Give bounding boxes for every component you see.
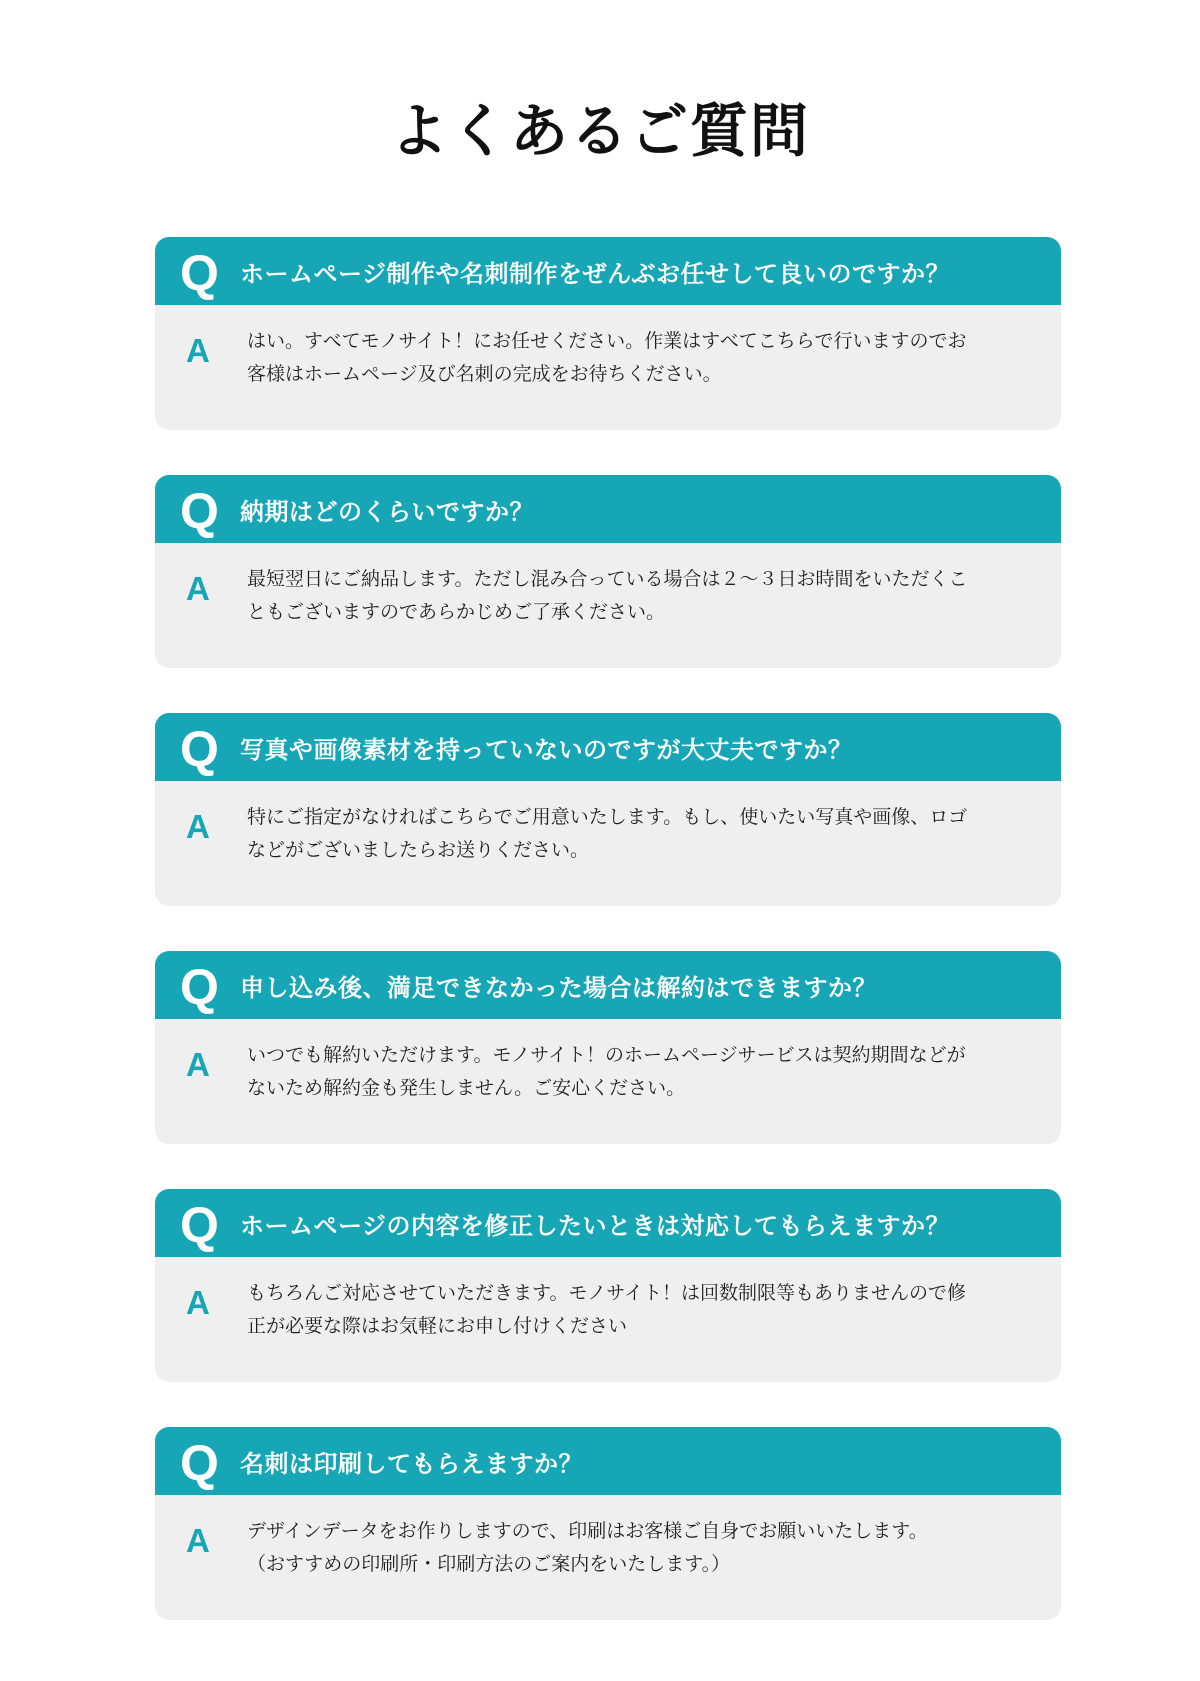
question-mark: Q [180, 483, 219, 539]
question-mark: Q [180, 1197, 219, 1253]
answer-text: デザインデータをお作りしますので、印刷はお客様ご自身でお願いいたします。 （おすすめの印刷所・印刷方法のご案内をいたします。） [247, 1520, 928, 1575]
faq-question-bar [155, 237, 1061, 305]
question-mark: Q [180, 721, 219, 777]
question-text: ホームページの内容を修正したいときは対応してもらえますか？ [240, 1211, 951, 1240]
answer-mark: A [186, 1046, 210, 1083]
faq-question-bar [155, 713, 1061, 781]
faq-answer-panel [155, 1257, 1061, 1382]
answer-mark: A [186, 808, 210, 845]
faq-answer-panel [155, 1019, 1061, 1144]
question-text: ホームページ制作や名刺制作をぜんぶお任せして良いのですか？ [240, 259, 951, 288]
faq-list [155, 237, 1061, 1665]
faq-question-bar [155, 475, 1061, 543]
faq-answer-panel [155, 1495, 1061, 1620]
faq-answer-panel [155, 543, 1061, 668]
faq-question-bar [155, 951, 1061, 1019]
answer-mark: A [186, 1284, 210, 1321]
answer-mark: A [186, 570, 210, 607]
page-title: よくあるご質問 [389, 97, 810, 165]
answer-text: いつでも解約いただけます。モノサイト！のホームページサービスは契約期間などが ないため解約金も発生しません。ご安心ください。 [247, 1044, 966, 1099]
answer-text: はい。すべてモノサイト！にお任せください。作業はすべてこちらで行いますのでお 客様はホームページ及び名刺の完成をお待ちください。 [247, 330, 967, 385]
faq-question-bar [155, 1427, 1061, 1495]
faq-item [155, 713, 1061, 906]
faq-item [155, 1189, 1061, 1382]
question-text: 名刺は印刷してもらえますか？ [240, 1449, 583, 1478]
faq-item [155, 951, 1061, 1144]
question-mark: Q [180, 959, 219, 1015]
question-text: 写真や画像素材を持っていないのですが大丈夫ですか？ [240, 735, 853, 764]
answer-mark: A [186, 1522, 210, 1559]
answer-mark: A [186, 332, 210, 369]
faq-item [155, 237, 1061, 430]
answer-text: 特にご指定がなければこちらでご用意いたします。もし、使いたい写真や画像、ロゴ などがございましたらお送りください。 [247, 806, 968, 861]
faq-question-bar [155, 1189, 1061, 1257]
answer-text: 最短翌日にご納品します。ただし混み合っている場合は２〜３日お時間をいただくこ ともございますのであらかじめご了承ください。 [247, 568, 968, 623]
question-mark: Q [180, 1435, 219, 1491]
answer-text: もちろんご対応させていただきます。モノサイト！は回数制限等もありませんので修 正が必要な際はお気軽にお申し付けください [247, 1282, 966, 1337]
faq-answer-panel [155, 781, 1061, 906]
faq-item [155, 475, 1061, 668]
question-text: 申し込み後、満足できなかった場合は解約はできますか？ [240, 973, 877, 1002]
faq-item [155, 1427, 1061, 1620]
faq-answer-panel [155, 305, 1061, 430]
question-mark: Q [180, 245, 219, 301]
question-text: 納期はどのくらいですか？ [240, 497, 534, 526]
